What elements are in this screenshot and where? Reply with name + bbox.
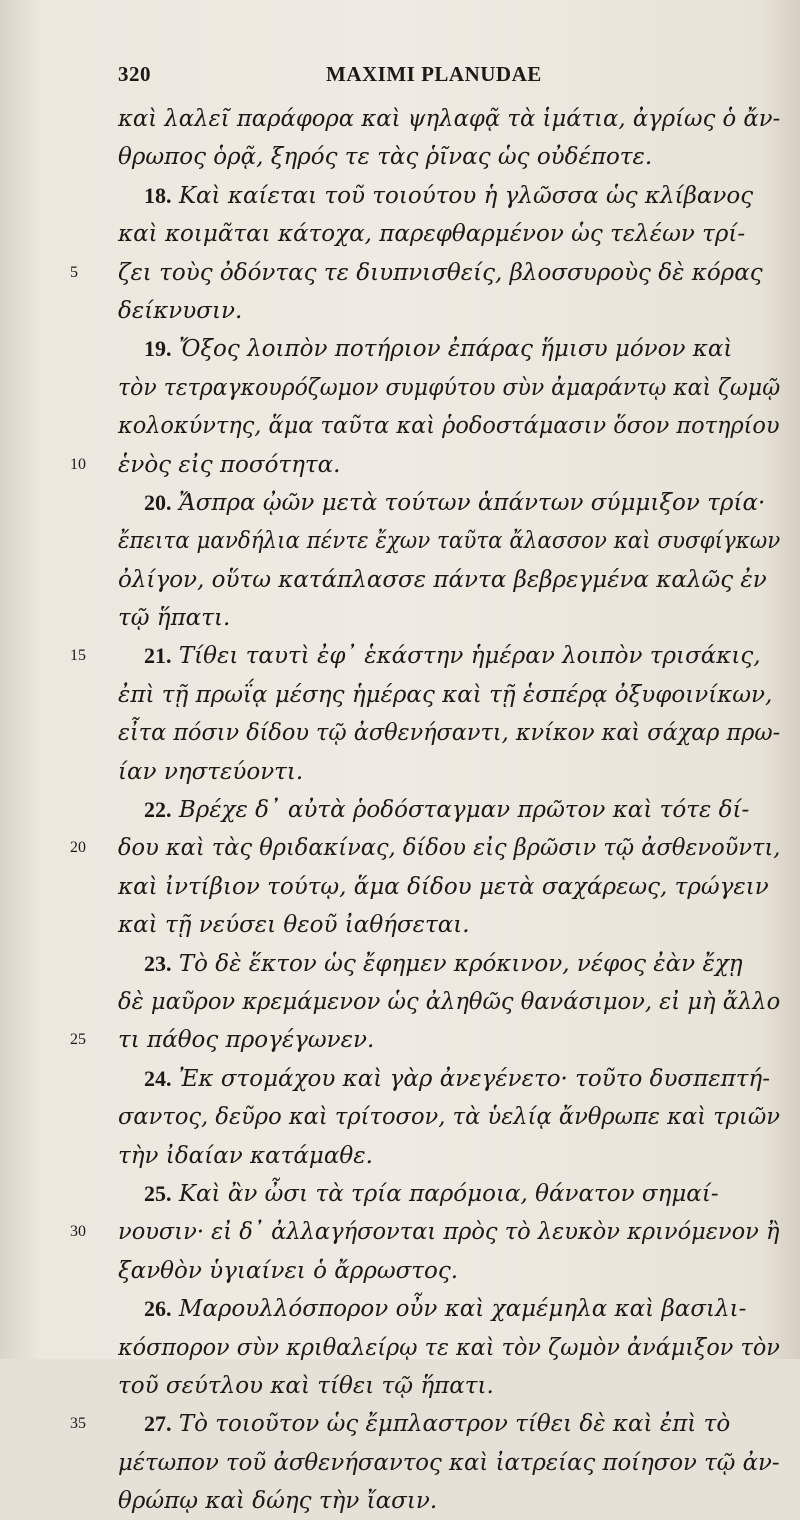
text-line [60, 254, 780, 292]
line-text [118, 1329, 780, 1367]
text-line [60, 676, 780, 714]
line-text [118, 369, 780, 407]
line-text [118, 561, 767, 599]
line-text [144, 1290, 746, 1328]
running-head: MAXIMI PLANUDAE [326, 62, 542, 86]
text-line [60, 215, 780, 253]
line-content: Ὄξος λοιπὸν ποτήριον ἐπάρας ἥμισυ μόνον καὶ [178, 336, 733, 363]
line-content: Βρέχε δ᾽ αὐτὰ ῥοδόσταγμαν πρῶτον καὶ τότε δί- [178, 797, 750, 824]
line-content: τι πάθος προγέγωνεν. [118, 1027, 375, 1054]
line-content: ἐπὶ τῇ πρωΐᾳ μέσης ἡμέρας καὶ τῇ ἑσπέρᾳ ὀξυφοινίκων, [118, 681, 773, 708]
text-line [60, 407, 780, 445]
line-number: 5 [70, 263, 78, 281]
line-text [118, 1367, 494, 1405]
section-number: 24. [144, 1065, 172, 1091]
line-text [118, 1482, 437, 1520]
line-text [118, 714, 780, 752]
line-text [118, 676, 772, 714]
text-line [60, 1329, 780, 1367]
text-line [60, 1444, 780, 1482]
page-number: 320 [118, 62, 151, 86]
line-number: 25 [70, 1031, 86, 1049]
line-content: τὸν τετραγκουρόζωμον συμφύτου σὺν ἀμαράντῳ καὶ ζωμῷ [118, 374, 781, 401]
line-content: σαντος, δεῦρο καὶ τρίτοσον, τὰ ὑελίᾳ ἄνθρωπε καὶ τριῶν [118, 1104, 780, 1131]
text-line [60, 138, 780, 176]
text-line [60, 100, 780, 138]
text-line [60, 1252, 780, 1290]
text-line [60, 561, 780, 599]
line-text [118, 215, 745, 253]
line-content: κολοκύντης, ἅμα ταῦτα καὶ ῥοδοστάμασιν ὅσον ποτηρίου [118, 413, 780, 440]
line-content: καὶ ἰντίβιον τούτῳ, ἅμα δίδου μετὰ σαχάρεως, τρώγειν [118, 873, 769, 900]
text-line [60, 1290, 780, 1328]
text-line [60, 177, 780, 215]
line-text [118, 1021, 374, 1059]
line-content: Μαρουλλόσπορον οὖν καὶ χαμέμηλα καὶ βασιλι- [178, 1296, 747, 1323]
line-content: τῷ ἥπατι. [118, 605, 231, 632]
text-line [60, 1213, 780, 1251]
section-number: 22. [144, 797, 172, 823]
text-line [60, 446, 780, 484]
text-line [60, 599, 780, 637]
line-text [118, 254, 763, 292]
text-line [60, 484, 780, 522]
line-content: ὀλίγον, οὕτω κατάπλασσε πάντα βεβρεγμένα καλῶς ἐν [118, 566, 767, 593]
line-text [144, 177, 753, 215]
line-text [118, 100, 780, 138]
section-number: 21. [144, 643, 172, 669]
section-number: 20. [144, 489, 172, 515]
text-line [60, 906, 780, 944]
line-content: Ἄσπρα ᾠῶν μετὰ τούτων ἁπάντων σύμμιξον τρία· [178, 489, 766, 516]
text-line [60, 791, 780, 829]
text-line [60, 1137, 780, 1175]
text-line [60, 1482, 780, 1520]
line-text [118, 446, 341, 484]
section-number: 19. [144, 336, 172, 362]
line-text [118, 292, 242, 330]
line-text [118, 1098, 780, 1136]
text-line [60, 1175, 780, 1213]
line-content: ξανθὸν ὑγιαίνει ὁ ἄρρωστος. [118, 1257, 459, 1284]
line-content: μέτωπον τοῦ ἀσθενήσαντος καὶ ἰατρείας ποίησον τῷ ἀν- [118, 1449, 780, 1476]
line-text [118, 829, 780, 867]
line-text [144, 1405, 730, 1443]
line-text [144, 1175, 719, 1213]
page-header [118, 62, 758, 92]
text-line [60, 292, 780, 330]
text-line [60, 945, 780, 983]
line-content: Καὶ καίεται τοῦ τοιούτου ἡ γλῶσσα ὡς κλίβανος [178, 182, 754, 209]
text-line [60, 983, 780, 1021]
section-number: 26. [144, 1296, 172, 1322]
line-text [118, 868, 769, 906]
line-content: δείκνυσιν. [118, 297, 243, 324]
line-number: 35 [70, 1415, 86, 1433]
line-content: ἑνὸς εἰς ποσότητα. [118, 451, 341, 478]
line-content: Τὸ τοιοῦτον ὡς ἔμπλαστρον τίθει δὲ καὶ ἐπὶ τὸ [178, 1411, 731, 1438]
line-content: νουσιν· εἰ δ᾽ ἀλλαγήσονται πρὸς τὸ λευκὸν κρινόμενον ἢ [118, 1219, 780, 1246]
text-line [60, 753, 780, 791]
text-line [60, 1021, 780, 1059]
line-text [118, 1213, 779, 1251]
line-content: καὶ λαλεῖ παράφορα καὶ ψηλαφᾷ τὰ ἱμάτια, ἀγρίως ὁ ἄν- [118, 106, 781, 132]
line-content: ζει τοὺς ὀδόντας τε διυπνισθείς, βλοσσυροὺς δὲ κόρας [118, 259, 763, 286]
line-content: καὶ τῇ νεύσει θεοῦ ἰαθήσεται. [118, 912, 470, 939]
line-content: τὴν ἰδαίαν κατάμαθε. [118, 1142, 373, 1169]
line-text [118, 1137, 373, 1175]
line-content: ἔπειτα μανδήλια πέντε ἔχων ταῦτα ἄλασσον καὶ συσφίγκων [118, 528, 781, 555]
line-text [118, 906, 470, 944]
line-content: δου καὶ τὰς θριδακίνας, δίδου εἰς βρῶσιν τῷ ἀσθενοῦντι, [118, 835, 781, 862]
line-number: 20 [70, 839, 86, 857]
text-line [60, 1060, 780, 1098]
text-line [60, 330, 780, 368]
line-text [118, 1252, 458, 1290]
line-content: ίαν νηστεύοντι. [118, 758, 304, 785]
line-content: Καὶ ἂν ὦσι τὰ τρία παρόμοια, θάνατον σημαί- [178, 1180, 719, 1207]
line-content: κόσπορον σὺν κριθαλείρῳ τε καὶ τὸν ζωμὸν ἀνάμιξον τὸν [118, 1334, 780, 1361]
line-content: Ἐκ στομάχου καὶ γὰρ ἀνεγένετο· τοῦτο δυσπεπτή- [178, 1065, 770, 1092]
line-content: τοῦ σεύτλου καὶ τίθει τῷ ἥπατι. [118, 1372, 494, 1399]
line-content: θρωπος ὁρᾷ, ξηρός τε τὰς ῥῖνας ὡς οὐδέποτε. [118, 144, 653, 171]
line-text [118, 522, 780, 560]
text-line [60, 369, 780, 407]
line-number: 15 [70, 647, 86, 665]
text-line [60, 714, 780, 752]
line-content: Τίθει ταυτὶ ἐφ᾽ ἑκάστην ἡμέραν λοιπὸν τρισάκις, [178, 643, 761, 670]
section-number: 27. [144, 1411, 172, 1437]
line-number: 10 [70, 455, 86, 473]
section-number: 23. [144, 950, 172, 976]
line-text [144, 1060, 770, 1098]
text-line [60, 868, 780, 906]
text-line [60, 1405, 780, 1443]
line-text [118, 599, 230, 637]
body-text [60, 100, 780, 1520]
text-line [60, 637, 780, 675]
line-text [118, 407, 780, 445]
line-text [118, 753, 303, 791]
text-line [60, 829, 780, 867]
text-line [60, 522, 780, 560]
line-text [118, 1444, 780, 1482]
line-text [118, 983, 780, 1021]
line-content: θρώπῳ καὶ δώης τὴν ἴασιν. [118, 1488, 438, 1515]
line-content: εἶτα πόσιν δίδου τῷ ἀσθενήσαντι, κνίκον καὶ σάχαρ πρω- [118, 720, 781, 747]
text-line [60, 1098, 780, 1136]
line-content: Τὸ δὲ ἕκτον ὡς ἔφημεν κρόκινον, νέφος ἐὰν ἔχῃ [178, 950, 743, 977]
line-text [144, 791, 749, 829]
line-text [118, 138, 652, 176]
line-text [144, 484, 765, 522]
line-text [144, 637, 761, 675]
line-number: 30 [70, 1223, 86, 1241]
section-number: 18. [144, 182, 172, 208]
text-line [60, 1367, 780, 1405]
section-number: 25. [144, 1180, 172, 1206]
line-text [144, 945, 743, 983]
line-content: δὲ μαῦρον κρεμάμενον ὡς ἀληθῶς θανάσιμον, εἰ μὴ ἄλλο [118, 988, 781, 1015]
line-text [144, 330, 732, 368]
line-content: καὶ κοιμᾶται κάτοχα, παρεφθαρμένον ὡς τελέων τρί- [118, 221, 746, 248]
